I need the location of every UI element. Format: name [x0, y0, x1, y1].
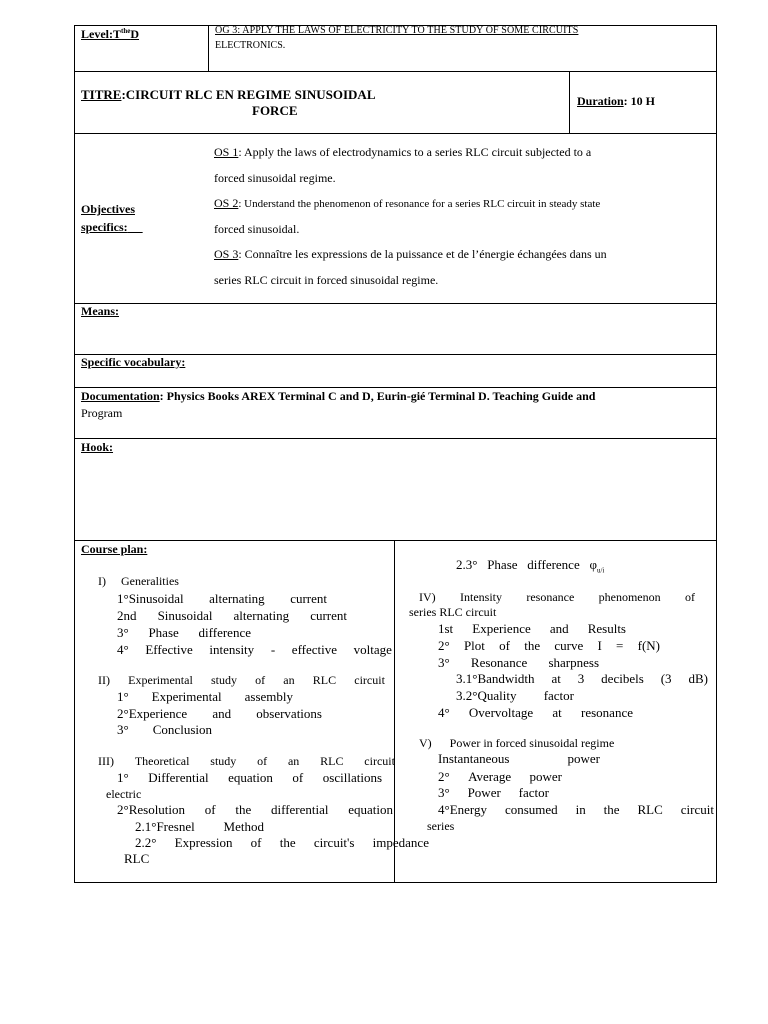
w: of	[684, 590, 695, 604]
w: difference	[198, 625, 251, 640]
w: 2.2°	[135, 835, 157, 850]
w: Expression	[174, 835, 233, 850]
documentation-text: : Physics Books AREX Terminal C and D, Eurin-gié Terminal D. Teaching Guide and	[159, 389, 596, 403]
w: voltage	[353, 642, 392, 657]
w: at	[552, 705, 562, 720]
s3-item-1	[117, 771, 382, 784]
w: equation	[348, 802, 393, 817]
w: circuit	[364, 754, 395, 768]
w: an	[283, 673, 295, 687]
w: RLC	[312, 673, 337, 687]
s2-item-3	[117, 723, 212, 736]
w: 4°	[117, 642, 129, 657]
vocab-label: Specific vocabulary:	[81, 355, 186, 369]
s5-item-3	[438, 786, 549, 799]
w: 3°	[438, 785, 450, 800]
w: 3.1°Bandwidth	[456, 671, 535, 686]
w: study	[210, 754, 237, 768]
w: 3.2°Quality	[456, 688, 517, 703]
w: -	[270, 642, 276, 657]
w: (3	[660, 671, 672, 686]
w: alternating	[209, 591, 265, 606]
objectives-label-2-text: specifics:	[81, 220, 128, 234]
w: Intensity	[460, 590, 502, 604]
w: of	[257, 754, 268, 768]
documentation-line-2: Program	[81, 406, 123, 420]
s3-item-1-wrap: electric	[106, 787, 142, 801]
duration-label: Duration	[577, 94, 624, 108]
w: RLC	[637, 802, 663, 817]
w: 1°	[117, 689, 129, 704]
w: Conclusion	[152, 722, 212, 737]
og-line-1	[215, 26, 640, 36]
means-label: Means:	[81, 304, 119, 318]
level-value-post: D	[130, 27, 140, 41]
os3-text: : Connaître les expressions de la puissance et de l’énergie échangées dans un	[238, 247, 607, 261]
os3-line-1	[214, 248, 607, 260]
w: Plot	[463, 638, 485, 653]
w: 3°	[117, 722, 129, 737]
w: at	[551, 671, 561, 686]
w: Average	[468, 769, 512, 784]
w: circuit	[680, 802, 714, 817]
level-value-sup: the	[121, 27, 131, 35]
s3-sub-3-subscript: u/i	[596, 566, 605, 575]
os1-label: OS 1	[214, 145, 239, 159]
w: Differential	[148, 770, 209, 785]
s5-item-4	[438, 803, 714, 816]
w: 4°Energy	[438, 802, 488, 817]
w: an	[287, 754, 300, 768]
level-value-pre: T	[113, 27, 122, 41]
w: Resonance	[470, 655, 528, 670]
os1-line-2: forced sinusoidal regime.	[214, 171, 336, 185]
row-divider-1	[74, 71, 717, 72]
header-col-divider	[208, 25, 209, 71]
w: 2°	[438, 638, 450, 653]
w: Effective	[145, 642, 193, 657]
s1-item-2	[117, 609, 347, 622]
w: 2°	[438, 769, 450, 784]
og-text-line-1: OG 3: APPLY THE LAWS OF ELECTRICITY TO THE STUDY OF SOME CIRCUITS	[215, 25, 579, 36]
row-divider-3	[74, 303, 717, 304]
w: Power	[467, 785, 501, 800]
s2-item-1	[117, 690, 293, 703]
w: sharpness	[548, 655, 599, 670]
w: III)	[98, 754, 114, 768]
os3-line-2: series RLC circuit in forced sinusoidal regime.	[214, 273, 439, 287]
w: oscillations	[322, 770, 382, 785]
w: of	[292, 770, 304, 785]
course-plan-col-divider	[394, 540, 395, 883]
documentation-label: Documentation	[81, 389, 160, 403]
s4-item-3	[438, 656, 599, 669]
w: current	[290, 591, 327, 606]
w: decibels	[601, 671, 644, 686]
w: curve	[554, 638, 584, 653]
w: 3	[577, 671, 585, 686]
s4-sub-1	[456, 672, 708, 685]
course-plan-label: Course plan:	[81, 542, 148, 556]
level-label: Level:	[81, 27, 113, 41]
w: Results	[587, 621, 626, 636]
hook-label: Hook:	[81, 440, 114, 454]
level-value	[113, 27, 139, 41]
w: resonance	[581, 705, 633, 720]
s1-item-1	[117, 592, 327, 605]
s3-item-2	[117, 803, 393, 816]
w: the	[279, 835, 296, 850]
w: factor	[518, 785, 549, 800]
section-3-title	[98, 755, 395, 767]
w: consumed	[504, 802, 558, 817]
w: differential	[270, 802, 329, 817]
documentation-line-1	[81, 390, 595, 402]
row-divider-5	[74, 387, 717, 388]
w: the	[235, 802, 252, 817]
row-divider-6	[74, 438, 717, 439]
w: of	[250, 835, 262, 850]
w: Overvoltage	[468, 705, 534, 720]
s3-sub-2-wrap: RLC	[124, 851, 150, 866]
w: 1°Sinusoidal	[117, 591, 184, 606]
w: 3°	[117, 625, 129, 640]
w: Phase	[148, 625, 179, 640]
w: 1°	[117, 770, 129, 785]
os2-line-1	[214, 197, 600, 210]
os1-line-1	[214, 146, 591, 158]
w: intensity	[209, 642, 255, 657]
duration-col-divider	[569, 71, 570, 133]
w: 3°	[438, 655, 450, 670]
w: dB)	[688, 671, 708, 686]
titre-label: TITRE	[81, 87, 122, 102]
section-5-title: V) Power in forced sinusoidal regime	[419, 736, 615, 750]
w: Method	[223, 819, 264, 834]
w: 2°Resolution	[117, 802, 186, 817]
w: the	[603, 802, 620, 817]
level-cell	[81, 28, 139, 40]
objectives-label-2	[81, 221, 143, 233]
w: impedance	[372, 835, 429, 850]
w: and	[549, 621, 569, 636]
w: of	[255, 673, 266, 687]
section-2-title	[98, 674, 385, 686]
os1-text: : Apply the laws of electrodynamics to a series RLC circuit subjected to a	[238, 145, 592, 159]
w: =	[616, 638, 624, 653]
s4-sub-2	[456, 689, 574, 702]
w: II)	[98, 673, 110, 687]
s1-item-3	[117, 626, 251, 639]
w: observations	[256, 706, 322, 721]
w: IV)	[419, 590, 436, 604]
os3-label: OS 3	[214, 247, 239, 261]
row-divider-2	[74, 133, 717, 134]
w: Instantaneous	[438, 751, 510, 766]
row-divider-7	[74, 540, 717, 541]
w: equation	[228, 770, 273, 785]
w: effective	[291, 642, 338, 657]
w: Experimental	[128, 673, 193, 687]
titre-text: :CIRCUIT RLC EN REGIME SINUSOIDAL	[121, 87, 376, 102]
w: Experimental	[151, 689, 222, 704]
os2-text: : Understand the phenomenon of resonance for a series RLC circuit in steady state	[238, 198, 601, 210]
os2-line-2: forced sinusoidal.	[214, 222, 300, 236]
w: 1st	[438, 621, 454, 636]
w: factor	[543, 688, 574, 703]
s3-sub-3-text: 2.3° Phase difference φ	[456, 557, 597, 572]
s3-sub-3	[456, 558, 604, 575]
w: resonance	[526, 590, 575, 604]
w: circuit's	[313, 835, 355, 850]
w: power	[567, 751, 600, 766]
w: Sinusoidal	[157, 608, 213, 623]
w: of	[204, 802, 216, 817]
w: Experience	[472, 621, 531, 636]
w: 2°Experience	[117, 706, 188, 721]
w: of	[499, 638, 510, 653]
titre-line-2: FORCE	[252, 103, 298, 118]
w: in	[575, 802, 586, 817]
titre-line-1	[81, 88, 376, 101]
w: 2nd	[117, 608, 137, 623]
s4-item-4	[438, 706, 633, 719]
w: I	[597, 638, 602, 653]
w: study	[210, 673, 237, 687]
w: alternating	[233, 608, 290, 623]
w: circuit	[354, 673, 385, 687]
w: power	[529, 769, 562, 784]
section-4-title-wrap: series RLC circuit	[409, 605, 497, 619]
w: the	[524, 638, 541, 653]
w: 4°	[438, 705, 450, 720]
w: phenomenon	[598, 590, 661, 604]
w: Theoretical	[134, 754, 190, 768]
s4-item-2	[438, 639, 660, 652]
s4-item-1	[438, 622, 626, 635]
w: current	[310, 608, 347, 623]
duration-value: : 10 H	[623, 94, 656, 108]
w: assembly	[244, 689, 293, 704]
s5-item-1	[438, 752, 600, 765]
s5-item-4-wrap: series	[427, 819, 455, 833]
s1-item-4	[117, 643, 392, 656]
w: and	[212, 706, 232, 721]
s3-sub-2	[135, 836, 429, 849]
w: RLC	[320, 754, 344, 768]
duration-cell	[577, 95, 655, 107]
s2-item-2	[117, 707, 322, 720]
og-line-2: ELECTRONICS.	[215, 40, 286, 51]
w: 2.1°Fresnel	[135, 819, 195, 834]
s3-sub-1	[135, 820, 264, 833]
w: f(N)	[637, 638, 660, 653]
section-1-title: I) Generalities	[98, 574, 179, 588]
os2-label: OS 2	[214, 196, 239, 210]
s5-item-2	[438, 770, 562, 783]
objectives-label-1: Objectives	[81, 202, 135, 216]
section-4-title	[419, 591, 695, 603]
